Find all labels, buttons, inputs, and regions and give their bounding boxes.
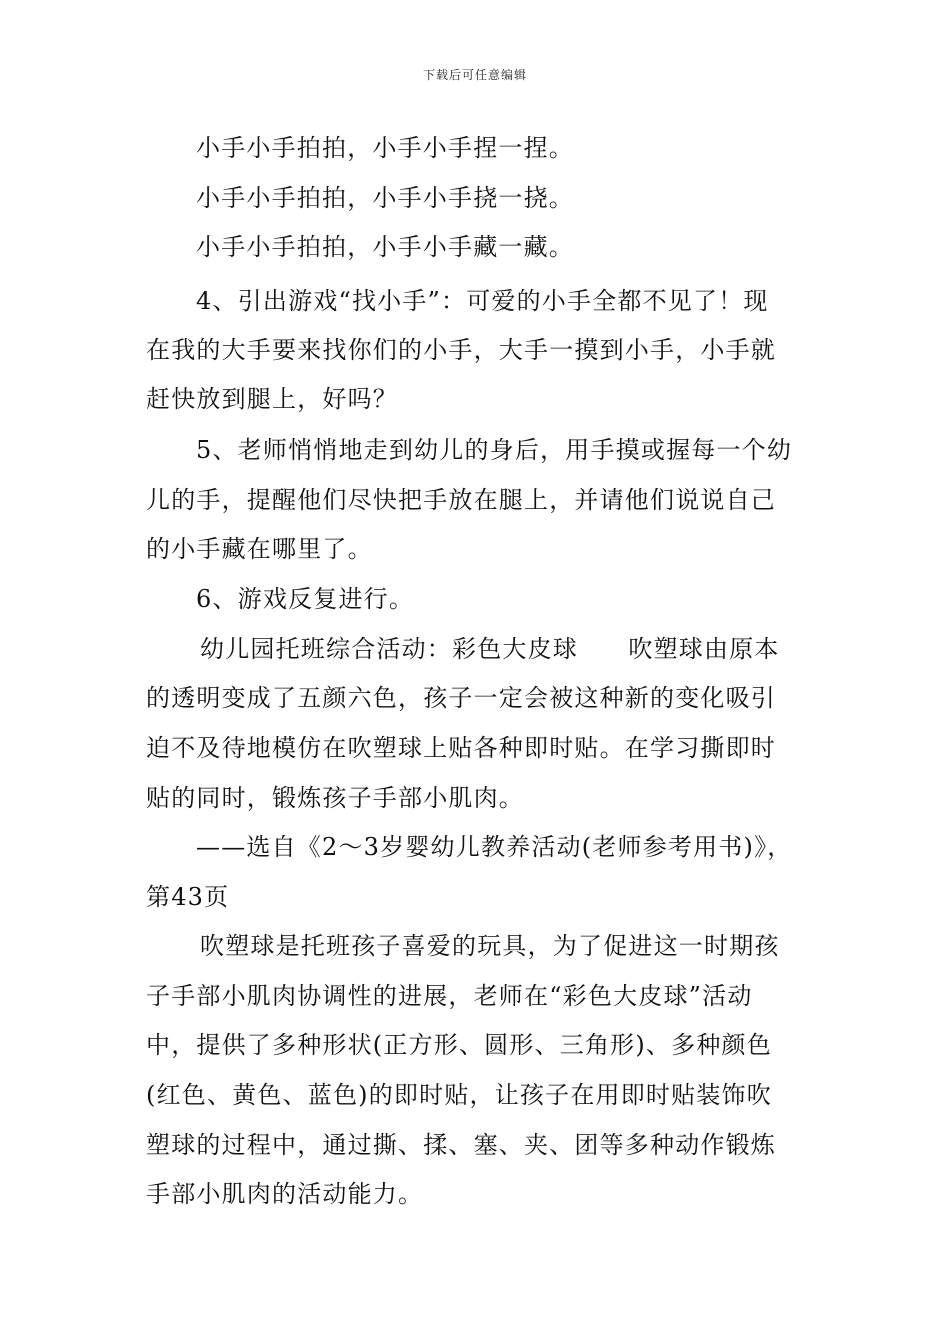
text-line: 幼儿园托班综合活动：彩色大皮球 吹塑球由原本 <box>200 635 780 663</box>
text-line: 赶快放到腿上，好吗？ <box>146 385 398 413</box>
text-line: 小手小手拍拍，小手小手藏一藏。 <box>196 233 574 261</box>
text-line: 手部小肌肉的活动能力。 <box>146 1180 424 1208</box>
text-line: 迫不及待地模仿在吹塑球上贴各种即时贴。在学习撕即时 <box>146 734 776 762</box>
text-line: 5、老师悄悄地走到幼儿的身后，用手摸或握每一个幼 <box>196 436 793 464</box>
text-line: 吹塑球是托班孩子喜爱的玩具，为了促进这一时期孩 <box>200 932 780 960</box>
text-line: 子手部小肌肉协调性的进展，老师在“彩色大皮球”活动 <box>146 982 753 1010</box>
text-line: ——选自《2～3岁婴幼儿教养活动(老师参考用书)》， <box>196 833 793 861</box>
text-line: 6、游戏反复进行。 <box>196 585 415 613</box>
text-line: 小手小手拍拍，小手小手捏一捏。 <box>196 134 574 162</box>
text-line: 第43页 <box>146 883 230 911</box>
text-line: 4、引出游戏“找小手”：可爱的小手全都不见了！现 <box>196 287 769 315</box>
text-line: 在我的大手要来找你们的小手，大手一摸到小手，小手就 <box>146 336 776 364</box>
text-line: 小手小手拍拍，小手小手挠一挠。 <box>196 184 574 212</box>
text-line: 贴的同时，锻炼孩子手部小肌肉。 <box>146 784 524 812</box>
text-line: 的小手藏在哪里了。 <box>146 535 373 563</box>
text-line: 中，提供了多种形状(正方形、圆形、三角形)、多种颜色 <box>146 1031 772 1059</box>
header-note: 下载后可任意编辑 <box>422 68 527 82</box>
text-line: (红色、黄色、蓝色)的即时贴，让孩子在用即时贴装饰吹 <box>146 1081 772 1109</box>
text-line: 塑球的过程中，通过撕、揉、塞、夹、团等多种动作锻炼 <box>146 1131 776 1159</box>
text-line: 的透明变成了五颜六色，孩子一定会被这种新的变化吸引 <box>146 684 776 712</box>
text-line: 儿的手，提醒他们尽快把手放在腿上，并请他们说说自己 <box>146 486 776 514</box>
